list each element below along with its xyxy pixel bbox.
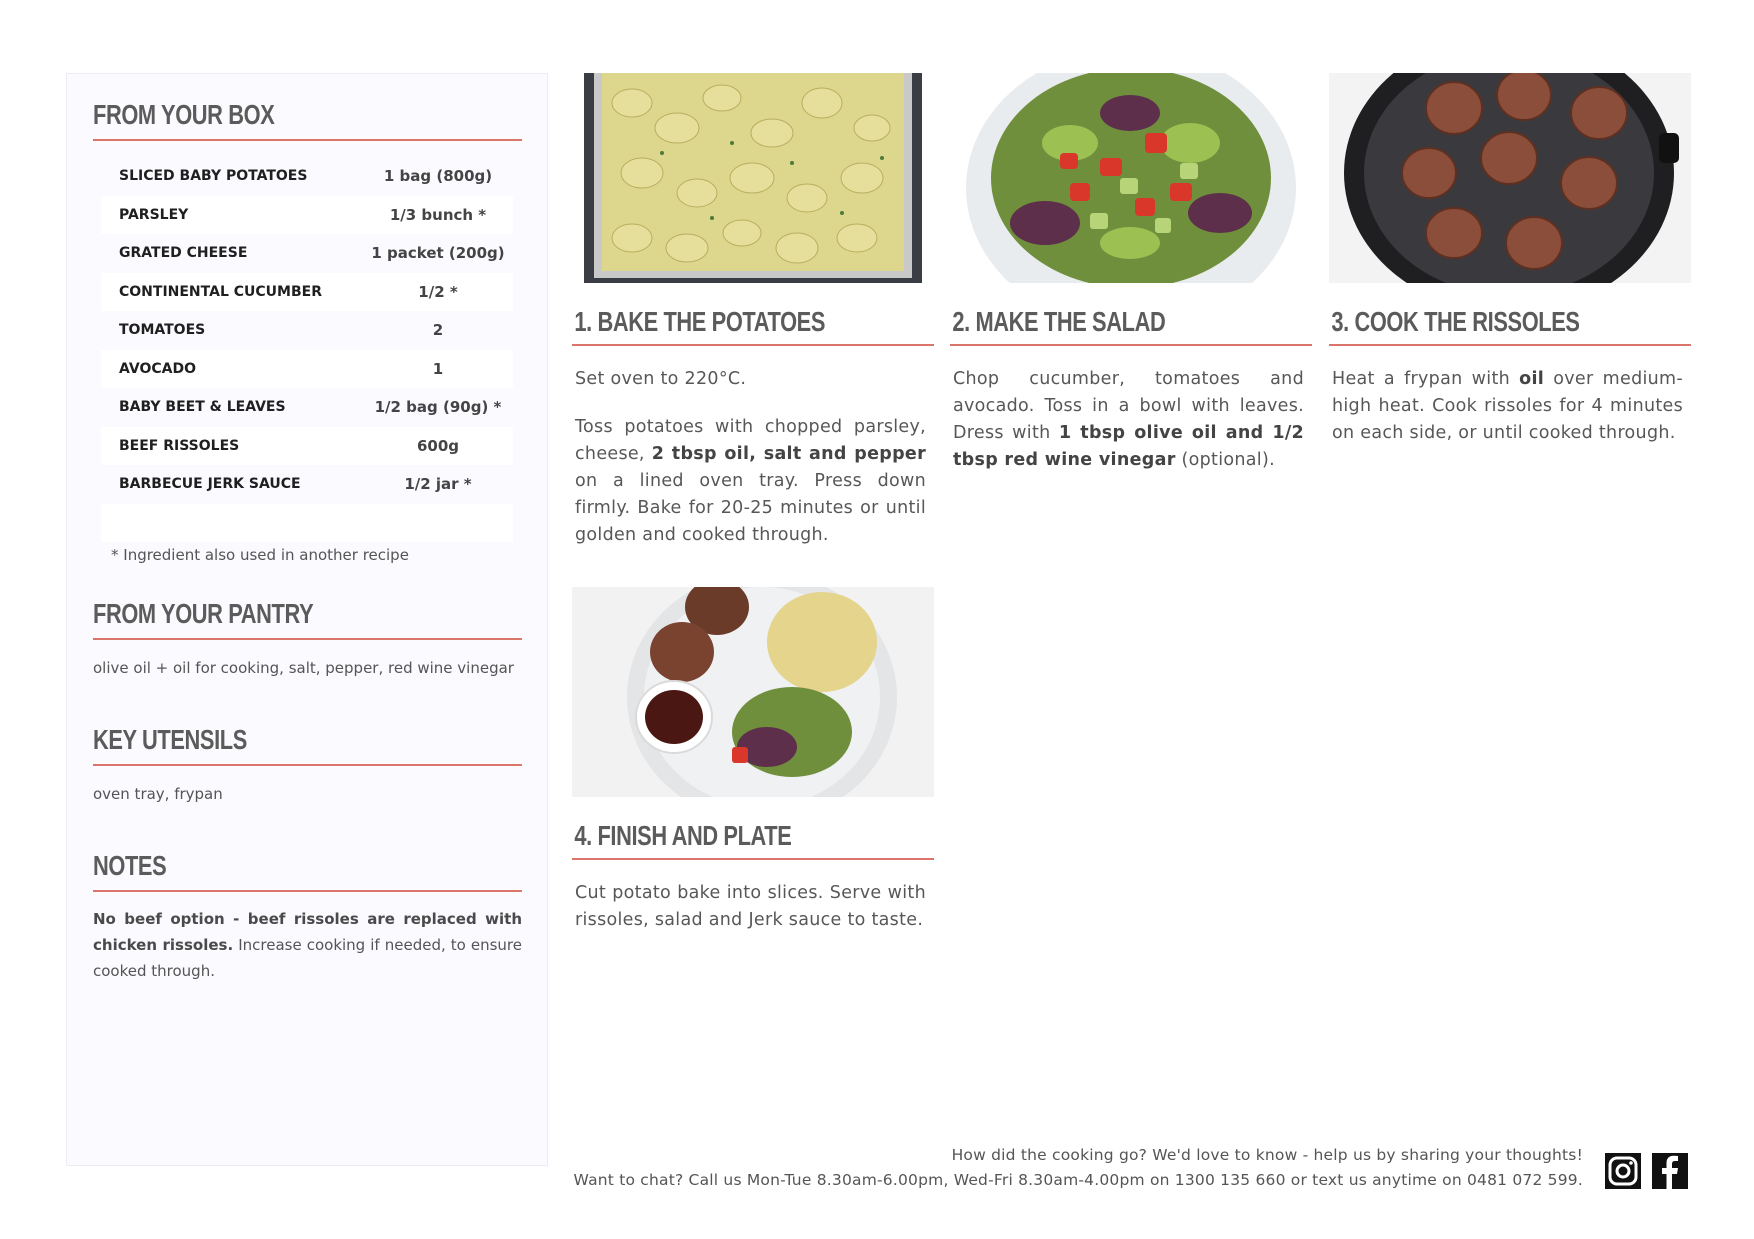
step-1-p2 [575, 414, 926, 549]
divider [1329, 344, 1691, 346]
from-box-title: FROM YOUR BOX [93, 99, 275, 130]
notes-section [93, 849, 522, 892]
ingredient-name: BABY BEET & LEAVES [119, 399, 286, 416]
ingredient-name: GRATED CHEESE [119, 245, 248, 262]
utensils-title: KEY UTENSILS [93, 724, 247, 755]
step-3-title: 3. COOK THE RISSOLES [1331, 306, 1580, 337]
notes-title: NOTES [93, 850, 167, 881]
step-4-p1: Cut potato bake into slices. Serve with rissoles, salad and Jerk sauce to taste. [575, 883, 926, 930]
step-2-p1-bold: 1 tbsp olive oil and 1/2 tbsp red wine vinegar [953, 423, 1305, 470]
step-3-p1-b: over medium-high heat. Cook rissoles for 4 minutes on each side, or until cooked through. [1332, 369, 1683, 443]
ingredient-row [101, 504, 513, 543]
ingredient-row [101, 196, 513, 235]
step-1-title: 1. BAKE THE POTATOES [574, 306, 826, 337]
ingredient-name: CONTINENTAL CUCUMBER [101, 273, 363, 312]
ingredient-qty: 1/3 bunch * [363, 196, 513, 235]
step-3-p1-bold: oil [1519, 369, 1545, 389]
ingredient-name: AVOCADO [101, 350, 363, 389]
plated-photo [572, 587, 934, 797]
rissoles-photo [1329, 73, 1691, 283]
utensils-text: oven tray, frypan [93, 785, 223, 803]
footer [574, 1143, 1583, 1193]
step-1-p2-a: Toss potatoes with chopped parsley, cheese, [575, 417, 926, 464]
ingredient-qty [363, 504, 513, 543]
step-2-p1-a: Chop cucumber, tomatoes and avocado. Toss in a bowl with leaves. Dress with [953, 369, 1304, 443]
notes-bold: No beef option - beef rissoles are replaced with chicken rissoles. [93, 910, 522, 954]
ingredient-row [101, 157, 513, 196]
footnote: * Ingredient also used in another recipe [111, 546, 409, 564]
instagram-icon[interactable] [1605, 1153, 1641, 1189]
ingredient-qty: 600g [363, 427, 513, 466]
divider [572, 858, 934, 860]
ingredient-name: SLICED BABY POTATOES [119, 168, 308, 185]
ingredients-table [101, 157, 513, 542]
pantry-title: FROM YOUR PANTRY [93, 598, 314, 629]
ingredient-qty: 1/2 bag (90g) * [374, 398, 502, 417]
step-3-p1 [1332, 366, 1683, 447]
step-make-salad [950, 73, 1312, 495]
contact-text: Want to chat? Call us Mon-Tue 8.30am-6.00pm, Wed-Fri 8.30am-4.00pm on 1300 135 660 or text us anytime on 0481 072 599. [573, 1171, 1583, 1189]
ingredient-row [101, 427, 513, 466]
facebook-icon[interactable] [1652, 1153, 1688, 1189]
ingredient-row [101, 234, 513, 273]
utensils-section [93, 723, 522, 766]
step-2-p1 [953, 366, 1304, 474]
step-2-text [950, 366, 1312, 474]
pantry-text: olive oil + oil for cooking, salt, pepper, red wine vinegar [93, 659, 514, 677]
notes-text [93, 906, 522, 984]
divider [93, 890, 522, 892]
step-finish-plate [572, 587, 934, 955]
ingredient-qty: 1/2 jar * [404, 475, 472, 494]
divider [950, 344, 1312, 346]
ingredient-row [101, 465, 513, 504]
ingredient-name: BEEF RISSOLES [101, 427, 363, 466]
ingredients-sidebar [66, 73, 548, 1166]
ingredient-qty: 1 bag (800g) [383, 167, 493, 186]
step-cook-rissoles [1329, 73, 1691, 468]
ingredient-qty: 1 packet (200g) [371, 244, 505, 263]
ingredient-qty: 2 [432, 321, 444, 340]
divider [93, 139, 522, 141]
ingredient-name [101, 504, 363, 543]
ingredient-row [101, 273, 513, 312]
from-box-section [93, 98, 522, 141]
step-2-title: 2. MAKE THE SALAD [952, 306, 1166, 337]
ingredient-qty: 1/2 * [363, 273, 513, 312]
step-3-p1-a: Heat a frypan with [1332, 369, 1520, 389]
divider [93, 638, 522, 640]
notes-body: Increase cooking if needed, to ensure cooked through. [93, 936, 522, 980]
divider [93, 764, 522, 766]
step-1-text [572, 366, 934, 549]
step-2-p1-b: (optional). [1175, 450, 1275, 470]
ingredient-row [101, 311, 513, 350]
step-bake-potatoes [572, 73, 934, 570]
step-4-text [572, 880, 934, 934]
feedback-text: How did the cooking go? We'd love to know - help us by sharing your thoughts! [951, 1146, 1583, 1164]
step-1-p1: Set oven to 220°C. [575, 369, 747, 389]
ingredient-name: BARBECUE JERK SAUCE [119, 476, 301, 493]
divider [572, 344, 934, 346]
salad-photo [950, 73, 1312, 283]
step-1-p2-bold: 2 tbsp oil, salt and pepper [651, 444, 927, 464]
ingredient-row [101, 388, 513, 427]
ingredient-name: PARSLEY [101, 196, 363, 235]
step-4-title: 4. FINISH AND PLATE [574, 820, 792, 851]
potatoes-photo [572, 73, 934, 283]
ingredient-qty: 1 [363, 350, 513, 389]
step-1-p2-b: on a lined oven tray. Press down firmly. Bake for 20-25 minutes or until golden and cooked through. [575, 471, 926, 545]
ingredient-name: TOMATOES [119, 322, 206, 339]
ingredient-row [101, 350, 513, 389]
step-3-text [1329, 366, 1691, 447]
pantry-section [93, 597, 522, 640]
